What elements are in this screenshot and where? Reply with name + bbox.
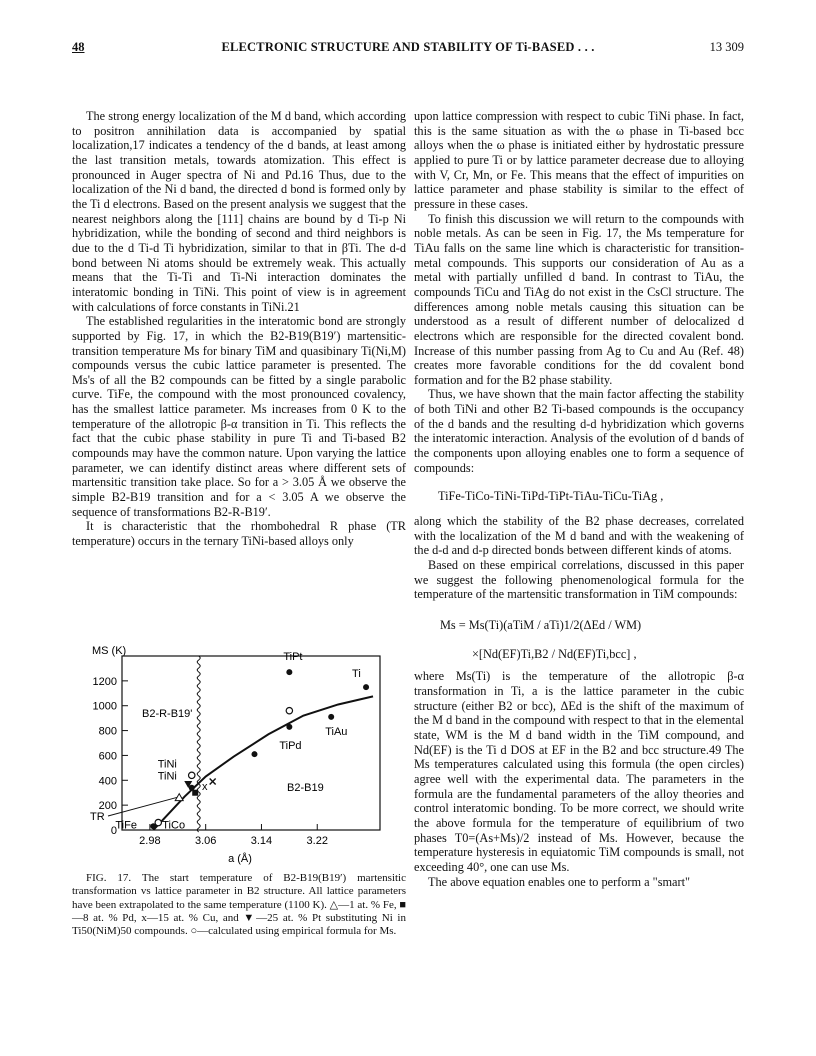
point-label: TiNi xyxy=(157,758,177,771)
right-column xyxy=(414,109,744,889)
region-right-label: B2-B19 xyxy=(287,782,324,794)
data-point xyxy=(286,724,292,730)
chart-svg xyxy=(72,640,406,866)
paragraph: along which the stability of the B2 phase decreases, correlated with the localization of the M d band and with the weakening of the d-d and d-p directed bonds between different kinds of atoms. xyxy=(414,514,744,558)
y-tick-label: 0 xyxy=(110,825,117,837)
calculated-point xyxy=(189,772,195,778)
paragraph: upon lattice compression with respect to cubic TiNi phase. In fact, this is the same situation as with the ω phase in Ti-based bcc alloys when the ω phase is initiated either by hydrostatic pressure applied to pure Ti or by lattice parameter decrease due to alloying with V, Cr, Mn, or Fe. This means that the effect of impurities on lattice parameter and phase stability is similar to the effect of pressure in these cases. xyxy=(414,109,744,211)
plot-frame xyxy=(122,656,380,830)
figure-caption xyxy=(72,872,406,938)
calculated-point xyxy=(155,819,161,825)
chart-marks xyxy=(108,651,373,832)
paragraph: It is characteristic that the rhombohedral R phase (TR temperature) occurs in the ternary TiNi-based alloys only xyxy=(72,519,406,549)
data-point xyxy=(363,684,369,690)
y-tick-label: 600 xyxy=(98,750,117,763)
y-axis-label: MS (K) xyxy=(92,645,127,657)
page-number: 48 xyxy=(72,40,85,54)
calculated-point xyxy=(286,707,292,713)
point-label: Ti xyxy=(352,668,361,681)
y-tick-label: 1200 xyxy=(92,675,117,688)
compound-sequence: TiFe-TiCo-TiNi-TiPd-TiPt-TiAu-TiCu-TiAg , xyxy=(438,489,664,504)
x-marker-label: x xyxy=(202,781,208,793)
figure-17 xyxy=(72,640,406,866)
x-axis-label: a (Å) xyxy=(228,853,252,865)
paragraph: Based on these empirical correlations, discussed in this paper we suggest the following phenomenological formula for the temperature of the martensitic transformation in TiM compounds: xyxy=(414,558,744,602)
point-label: TiCo xyxy=(162,819,186,832)
paragraph: The above equation enables one to perform a "smart" xyxy=(428,874,691,889)
paragraph: To finish this discussion we will return to the compounds with noble metals. As can be seen in Fig. 17, the Ms temperature for TiAu falls on the same line which is characteristic for transition-metal compounds. This supports our consideration of Au as a metal with partially unfilled d band. In contrast to TiAu, the compounds TiCu and TiAg do not exist in the CsCl structure. The differences among noble metals causing this situation can be understood as a result of different number of delocalized d electrons which are responsible for the directed covalent bond. Increase of this number passing from Ag to Cu and Au (Ref. 48) creates more favorable conditions for the dd covalent bond formation and for the B2 phase stability. xyxy=(414,211,744,387)
x-tick-label: 3.06 xyxy=(194,835,217,847)
phase-boundary-line xyxy=(197,656,200,832)
region-left-label: B2-R-B19' xyxy=(142,708,193,720)
tr-arrow xyxy=(108,797,178,816)
caption-text: FIG. 17. The start temperature of B2-B19(B19′) martensitic transformation vs lattice parameter in B2 structure. All lattice parameters have been extrapolated to the same temperature (1100 K). △—1 at. % Fe, ■—8 at. % Pd, x—15 at. % Cu, and ▼—25 at. % Pt substituting Ni in Ti50(NiM)50 compounds. ○—calculated using empirical formula for Ms. xyxy=(72,872,406,938)
point-label: TiAu xyxy=(325,725,348,738)
paragraph: The established regularities in the interatomic bond are strongly supported by Fig. 17, in which the B2-B19(B19′) martensitic-transition temperature Ms for binary TiM and quasibinary Ti(Ni,M) compounds versus the cubic lattice parameter is presented. The Ms's of all the B2 compounds can be fitted by a single parabolic curve. TiFe, the compound with the most pronounced covalency, has the smallest lattice parameter. Ms increases from 0 K to the temperature of the allotropic β-α transition in Ti. This reflects the fact that the cubic phase stability in pure Ti and Ti-based B2 compounds may have the common nature. Upon varying the lattice parameter, we can identify distinct areas where different sets of martensitic transition take place. So for a > 3.05 Å we observe the simple B2-B19 transition and for a < 3.05 A we observe the sequence of transformations B2-R-B19′. xyxy=(72,314,406,519)
left-column xyxy=(72,109,406,549)
point-label: TiFe xyxy=(115,819,137,832)
tr-label: TR xyxy=(90,811,105,823)
data-point xyxy=(328,714,334,720)
point-label: TiNi xyxy=(157,770,177,783)
y-tick-label: 800 xyxy=(98,725,117,738)
data-point xyxy=(286,669,292,675)
running-title: ELECTRONIC STRUCTURE AND STABILITY OF Ti-BASED . . . xyxy=(221,40,595,54)
x-tick-label: 3.22 xyxy=(306,835,328,847)
pd-point xyxy=(192,790,198,796)
running-header xyxy=(72,40,744,58)
equation-line-1: Ms = Ms(Ti)(aTiM / aTi)1/2(ΔEd / WM) xyxy=(440,618,642,632)
point-label: TiPt xyxy=(283,651,303,664)
paragraph: where Ms(Ti) is the temperature of the allotropic β-α transformation in Ti, a is the lattice parameter in the cubic structure (either B2 or bcc), ΔEd is the shift of the maximum of the M d band in the compound with respect to that in the elemental state, WM is the M d band width in the TiM compound, and Nd(EF) is the Ti d DOS at EF in the B2 and bcc structure.49 The Ms temperatures calculated using this formula (the open circles) agree well with the experimental data. The parameters in the formula are the fundamental parameters of the alloy theories and control interatomic bonding. To be more correct, we should write the above formula for the temperature of equilibrium of two phases T0=(As+Ms)/2 instead of Ms. However, because the temperature hysteresis in equiatomic TiM compounds is small, not exceeding 40°, one can use Ms. xyxy=(414,669,744,874)
point-label: TiPd xyxy=(279,739,302,752)
x-tick-label: 2.98 xyxy=(139,835,161,847)
data-point xyxy=(251,751,257,757)
y-tick-label: 1000 xyxy=(92,700,117,713)
volume-page: 13 309 xyxy=(709,40,744,54)
y-tick-label: 200 xyxy=(98,800,117,813)
y-tick-label: 400 xyxy=(98,775,117,788)
equation-line-2: ×[Nd(EF)Ti,B2 / Nd(EF)Ti,bcc] , xyxy=(472,646,637,661)
x-tick-label: 3.14 xyxy=(250,835,273,847)
paragraph: The strong energy localization of the M d band, which according to positron annihilation data is accompanied by spatial localization,17 indicates a tendency of the d bands, at least among the last transition metals, towards atomization. This effect is pronounced in Auger spectra of Ni and Pd.16 Thus, due to the localization of the Ni d band, the directed d bond is formed only by the Ti d electrons. Based on the present analysis we suggest that the nearest neighbors along the [111] chains are bound by d Ti-p Ni hybridization, while the bonding of second and third neighbors is due to the d Ti-d Ti hybridization, similar to that in βTi. The d-d bond between Ni atoms should be extremely weak. This actually means that the Ti-Ti and Ti-Ni interaction dominates the interatomic bonding in TiNi. This point of view is in agreement with calculations of force constants in TiNi.21 xyxy=(72,109,406,314)
paragraph: Thus, we have shown that the main factor affecting the stability of both TiNi and other B2 Ti-based compounds is the occupancy of the d bands and the resulting d-d hybridization which governs the interatomic interaction. Analysis of the evolution of d bands of the components upon alloying enables one to form a sequence of compounds: xyxy=(414,387,744,475)
